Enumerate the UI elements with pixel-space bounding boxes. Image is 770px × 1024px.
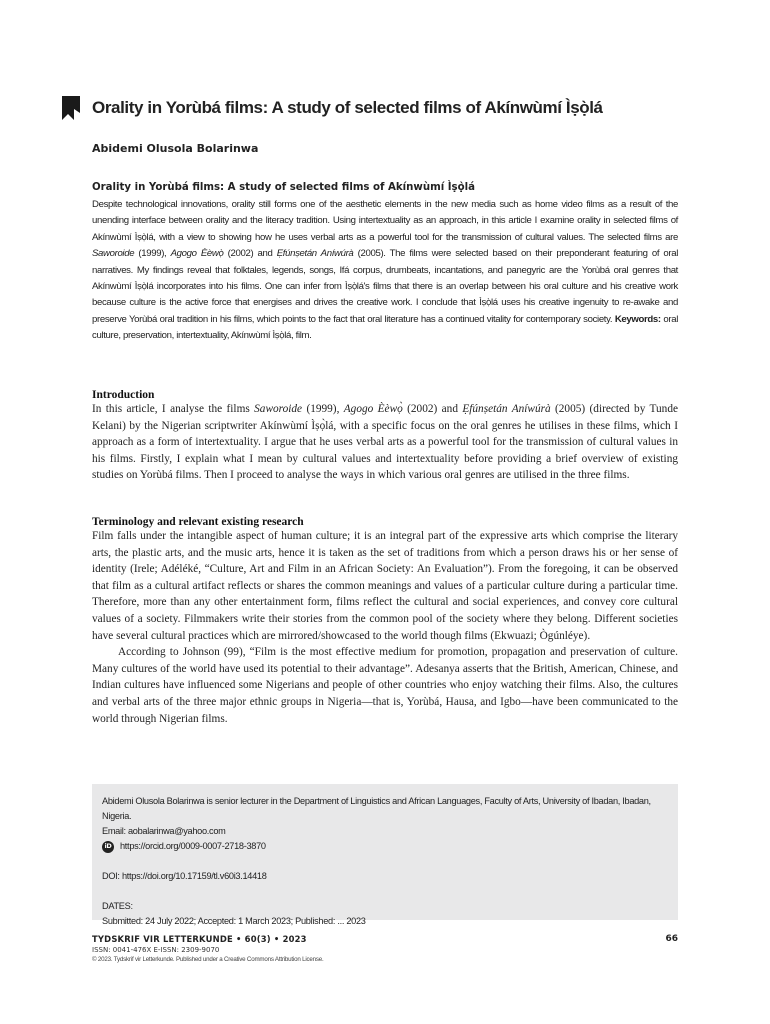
abstract-body <box>92 197 678 345</box>
introduction-paragraph <box>92 401 678 484</box>
abstract-title: Orality in Yorùbá films: A study of selected films of Akínwùmí Ìṣọ̀lá <box>92 182 475 193</box>
body-text: (2002) and <box>402 403 463 415</box>
keywords: oral culture, preservation, intertextuality, Akínwùmí Ìṣọ̀lá, film. <box>92 313 679 342</box>
journal-citation: TYDSKRIF VIR LETTERKUNDE • 60(3) • 2023 <box>92 934 307 944</box>
film-title: Saworoide <box>254 403 303 415</box>
abstract-text: (1999), <box>134 248 171 260</box>
abstract <box>92 182 678 345</box>
keywords-label: Keywords: <box>614 313 661 325</box>
film-title: Ẹfúnṣetán Aníwúrà <box>462 403 551 415</box>
body-text: (1999), <box>302 403 344 415</box>
author-info-box <box>92 784 678 926</box>
article-header <box>62 92 702 132</box>
body-text: In this article, I analyse the films <box>92 403 255 415</box>
license-notice: © 2023. Tydskrif vir Letterkunde. Published under a Creative Commons Attribution License. <box>92 956 324 963</box>
abstract-text: (2002) and <box>223 248 277 260</box>
abstract-text: (2005). The films were selected based on their preponderant featuring of oral narratives. My findings reveal that folktales, legends, songs, Ifá corpus, drumbeats, incantations, and panegyric are the Yorùbá oral genres that Akínwùmí Ìṣọ̀lá incorporates into his films. One can infer from Ìṣọ̀lá's films that there is an overlap between his oral culture and his creative work because culture is the active force that energises and drives the creative work. I conclude that Ìṣọ̀lá uses his creative ingenuity to re-awake and preserve Yorùbá oral tradition in his films, which points to the fact that oral literature has a continued vitality for contemporary society. <box>92 248 678 325</box>
article-title: Orality in Yorùbá films: A study of selected films of Akínwùmí Ìṣọ̀lá <box>92 98 603 117</box>
film-title: Ẹfúnṣetán Aníwúrà <box>276 248 354 260</box>
film-title: Agogo Èèwọ̀ <box>170 248 224 260</box>
page-number: 66 <box>665 934 678 944</box>
terminology-heading: Terminology and relevant existing research <box>92 516 304 528</box>
publication-dates: Submitted: 24 July 2022; Accepted: 1 March 2023; Published: ... 2023 <box>102 916 366 926</box>
film-title: Agogo Èèwọ̀ <box>343 403 403 415</box>
page-footer <box>92 934 678 963</box>
abstract-text: Despite technological innovations, orality still forms one of the aesthetic elements in the new media such as home video films as a result of the unending interface between orality and the literacy tradition. Using intertextuality as an approach, in this article I examine orality in selected films of Akínwùmí Ìṣọ̀lá, with a view to showing how he uses verbal arts as a powerful tool for the transmission of cultural values. The selected films are <box>92 199 678 243</box>
orcid-link[interactable]: https://orcid.org/0009-0007-2718-3870 <box>120 841 266 851</box>
issn-info: ISSN: 0041-476X E-ISSN: 2309-9070 <box>92 946 220 954</box>
film-title: Saworoide <box>92 248 135 260</box>
author-email[interactable]: Email: aobalarinwa@yahoo.com <box>102 826 226 836</box>
orcid-row <box>102 839 668 854</box>
terminology-section <box>92 516 678 727</box>
dates-label: DATES: <box>102 901 133 911</box>
body-text: (2005) (directed by Tunde Kelani) by the Nigerian scriptwriter Akínwùmí Ìṣọ̀lá, with a specific focus on the oral genres he utilises in these films, which I approach as a form of intertextuality. I argue that he uses verbal arts as a powerful tool for the transmission of cultural values in his films. Firstly, I explain what I mean by cultural values and intertextuality before providing a brief overview of existing studies on Yorùbá films. Then I proceed to analyse the ways in which various oral genres are utilised in the three films. <box>92 403 678 482</box>
terminology-paragraph-2: According to Johnson (99), “Film is the most effective medium for promotion, propagation and preservation of culture. Many cultures of the world have used its potential to their advantage”. Adesanya asserts that the British, American, Chinese, and Indian cultures have influenced some Nigerians and people of other countries who enjoy watching their films. Also, the cultures and verbal arts of the three major ethnic groups in Nigeria—that is, Yorùbá, Hausa, and Igbo—have been communicated to the world through Nigerian films. <box>92 646 678 725</box>
introduction-heading: Introduction <box>92 389 155 401</box>
introduction-section <box>92 389 678 484</box>
author-bio: Abidemi Olusola Bolarinwa is senior lecturer in the Department of Linguistics and African Languages, Faculty of Arts, University of Ibadan, Ibadan, Nigeria. <box>102 796 651 821</box>
article-author: Abidemi Olusola Bolarinwa <box>92 142 259 155</box>
terminology-paragraph-1: Film falls under the intangible aspect of human culture; it is an integral part of the expressive arts which comprise the literary arts, the plastic arts, and the music arts, hence it is taken as the set of traditions from which a person draws his or her sense of identity (Irele; Adéléké, “Culture, Art and Film in an African Society: An Evaluation”). From the foregoing, it can be observed that film as a cultural artifact reflects or shares the common meanings and values of a particular culture during a particular time. Therefore, more than any other entertainment form, films reflect the cultural and social experiences, and convey core cultural values of a society. Filmmakers write their stories from the common pool of the society where they belong. Different societies have several cultural practices which are mirrored/showcased to the world though films (Ekwuazi; Ògúnléye). <box>92 530 678 642</box>
doi-link[interactable]: DOI: https://doi.org/10.17159/tl.v60i3.14418 <box>102 871 267 881</box>
orcid-icon: iD <box>102 841 114 853</box>
bookmark-flag-icon <box>62 96 80 120</box>
